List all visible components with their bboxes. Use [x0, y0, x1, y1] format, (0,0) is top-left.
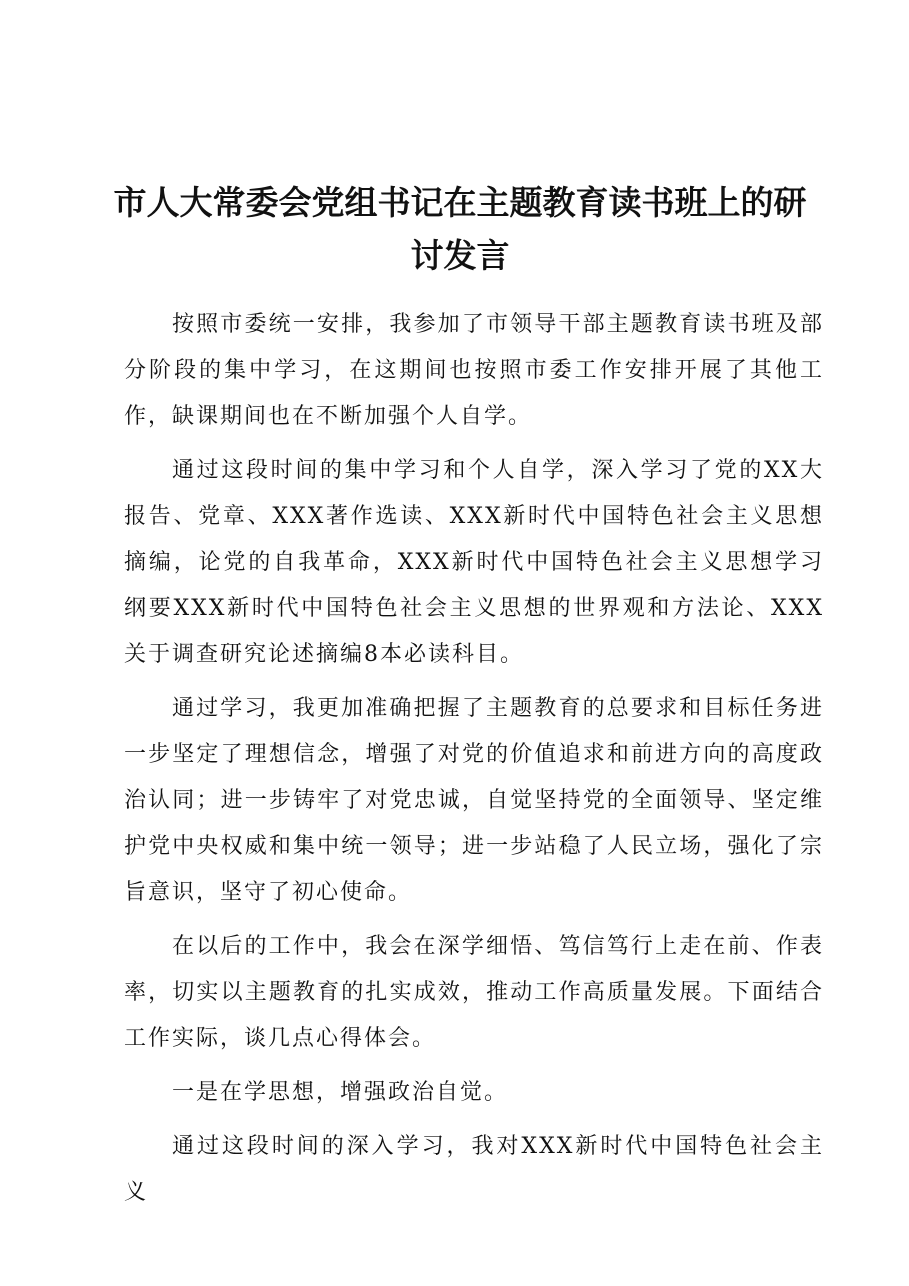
document-body [124, 302, 824, 1224]
paragraph-future-work: 在以后的工作中，我会在深学细悟、笃信笃行上走在前、作表率，切实以主题教育的扎实成效，推动工作高质量发展。下面结合工作实际，谈几点心得体会。 [124, 934, 824, 1051]
section-heading-one: 一是在学思想，增强政治自觉。 [172, 1080, 509, 1105]
paragraph-study-content: 通过这段时间的集中学习和个人自学，深入学习了党的XX大报告、党章、XXX著作选读、XXX新时代中国特色社会主义思想摘编，论党的自我革命，XXX新时代中国特色社会主义思想学习纲要XXX新时代中国特色社会主义思想的世界观和方法论、XXX关于调查研究论述摘编8本必读科目。 [124, 458, 824, 667]
paragraph-study-outcome: 通过学习，我更加准确把握了主题教育的总要求和目标任务进一步坚定了理想信念，增强了对党的价值追求和前进方向的高度政治认同；进一步铸牢了对党忠诚，自觉坚持党的全面领导、坚定维护党中央权威和集中统一领导；进一步站稳了人民立场，强化了宗旨意识，坚守了初心使命。 [124, 696, 824, 905]
paragraph-continued: 通过这段时间的深入学习，我对XXX新时代中国特色社会主义 [124, 1134, 824, 1205]
document-title: 市人大常委会党组书记在主题教育读书班上的研讨发言 [113, 183, 807, 275]
paragraph-arrangement: 按照市委统一安排，我参加了市领导干部主题教育读书班及部分阶段的集中学习，在这期间也按照市委工作安排开展了其他工作，缺课期间也在不断加强个人自学。 [124, 312, 824, 429]
